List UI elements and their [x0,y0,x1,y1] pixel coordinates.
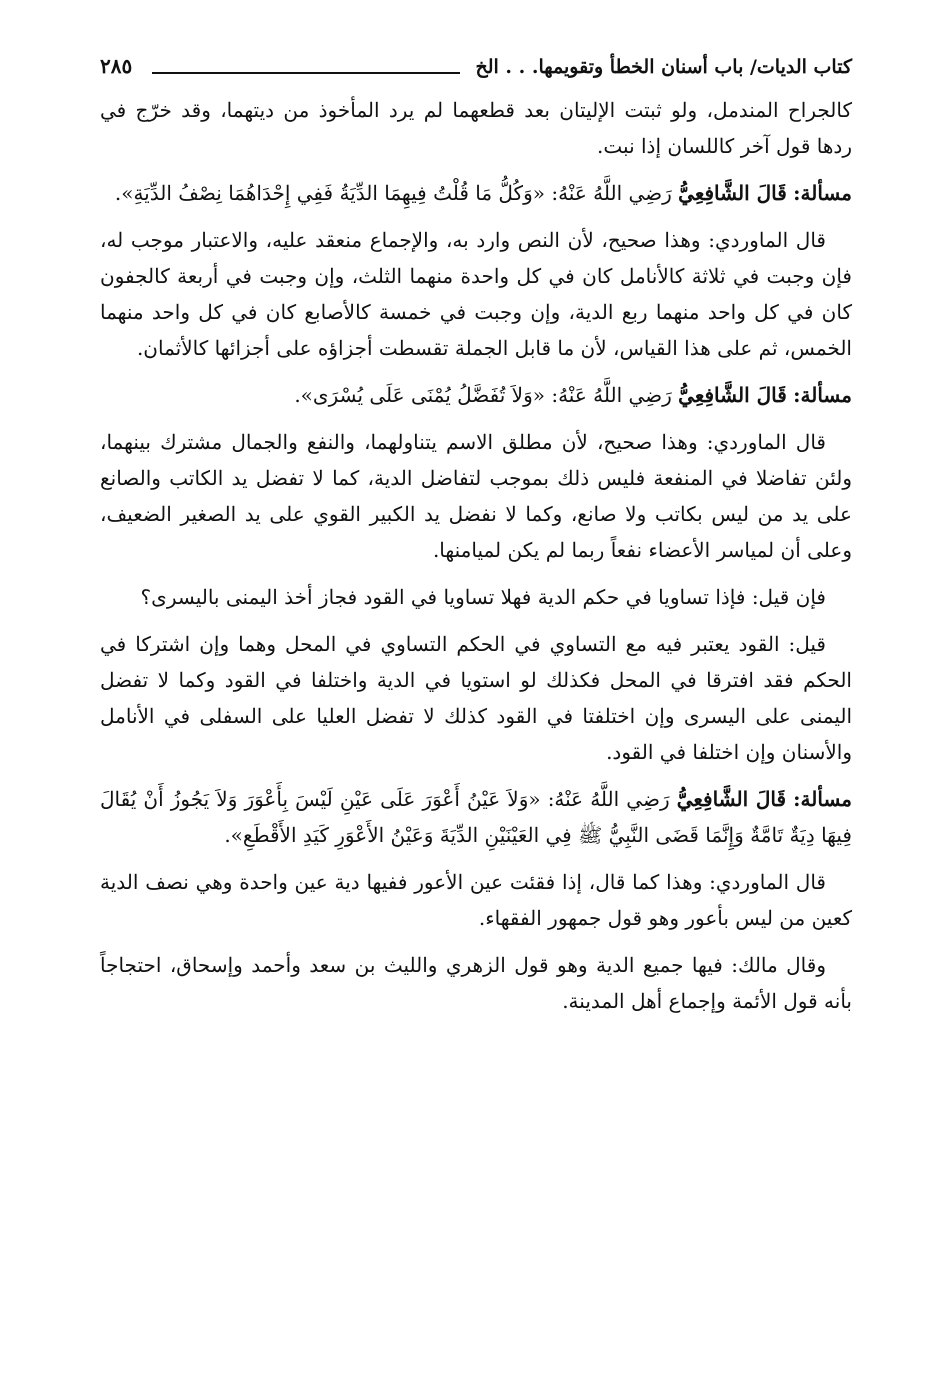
masala-quote: «وَكُلُّ مَا قُلْتُ فِيهِمَا الدِّيَةُ فَفِي إِحْدَاهُمَا نِصْفُ الدِّيَةِ». [114,181,545,205]
masala-1 [100,175,852,211]
masala-quote: «وَلاَ تُفَضَّلُ يُمْنَى عَلَى يُسْرَى». [294,383,545,407]
paragraph-4: فإن قيل: فإذا تساويا في حكم الدية فهلا تساويا في القود فجاز أخذ اليمنى باليسرى؟ [140,585,826,609]
masala-speaker: قَالَ الشَّافِعِيُّ [678,181,787,205]
masala-3 [100,781,852,853]
masala-label: مسألة: [793,787,853,811]
page-header [100,52,852,92]
masala-label: مسألة: [793,181,852,205]
masala-speaker: قَالَ الشَّافِعِيُّ [678,383,787,407]
masala-quote: «وَلاَ عَيْنُ أَعْوَرَ عَلَى عَيْنِ لَيْسَ بِأَعْوَرَ وَلاَ يَجُوزُ أَنْ يُقَالَ فِيهَا دِيَةٌ تَامَّةٌ وَإِنَّمَا قَضَى النَّبِيُّ ﷺ فِي العَيْنَيْنِ الدِّيَةَ وَعَيْنُ الأَعْوَرِ كَيَدِ الأَقْطَعِ». [100,787,852,847]
masala-label: مسألة: [793,383,852,407]
page-number: ٢٨٥ [100,54,133,78]
masala-2 [100,377,852,413]
paragraph-6: قال الماوردي: وهذا كما قال، إذا فقئت عين الأعور ففيها دية عين واحدة وهي نصف الدية كعين من ليس بأعور وهو قول جمهور الفقهاء. [100,870,852,930]
paragraph-3: قال الماوردي: وهذا صحيح، لأن مطلق الاسم يتناولهما، والنفع والجمال مشترك بينهما، ولئن تفاضلا في المنفعة فليس ذلك بموجب لتفاضل الدية، كما لا تفضل يد الكاتب والصانع على يد من ليس بكاتب ولا صانع، وكما لا نفضل يد الكبير القوي على يد الصغير الضعيف، وعلى أن لمياسر الأعضاء نفعاً ربما لم يكن لميامنها. [100,430,852,562]
masala-honorific: رَضِي اللَّهُ عَنْهُ: [551,181,672,205]
masala-honorific: رَضِي اللَّهُ عَنْهُ: [551,383,672,407]
page-body [100,92,852,1019]
header-rule [152,72,460,74]
paragraph-2: قال الماوردي: وهذا صحيح، لأن النص وارد به، والإجماع منعقد عليه، والاعتبار موجب له، فإن وجبت في ثلاثة كالأنامل كان في كل واحدة منهما الثلث، وإن وجبت في أربعة كالجفون كان في كل واحد منهما ربع الدية، وإن وجبت في خمسة كالأصابع كان في كل واحد منهما الخمس، ثم على هذا القياس، لأن ما قابل الجملة تقسطت أجزاؤه على أجزائها كالأثمان. [100,228,852,360]
paragraph-5: قيل: القود يعتبر فيه مع التساوي في الحكم التساوي في المحل وهما وإن اشتركا في الحكم فقد افترقا في المحل فكذلك لو استويا في الدية واختلفا في القود وكما لا تفضل اليمنى على اليسرى وإن اختلفتا في القود كذلك لا تفضل العليا على السفلى في الأنامل والأسنان وإن اختلفا في القود. [100,632,852,764]
book-page [100,52,852,1030]
masala-honorific: رَضِي اللَّهُ عَنْهُ: [547,787,670,811]
masala-speaker: قَالَ الشَّافِعِيُّ [676,787,787,811]
paragraph-1: كالجراح المندمل، ولو ثبتت الإليتان بعد قطعهما لم يرد المأخوذ من ديتهما، وقد خرّج في ردها قول آخر كاللسان إذا نبت. [100,98,852,158]
running-head: كتاب الديات/ باب أسنان الخطأ وتقويمها. . . الخ [475,56,852,78]
paragraph-7: وقال مالك: فيها جميع الدية وهو قول الزهري والليث بن سعد وأحمد وإسحاق، احتجاجاً بأنه قول الأئمة وإجماع أهل المدينة. [100,953,852,1013]
